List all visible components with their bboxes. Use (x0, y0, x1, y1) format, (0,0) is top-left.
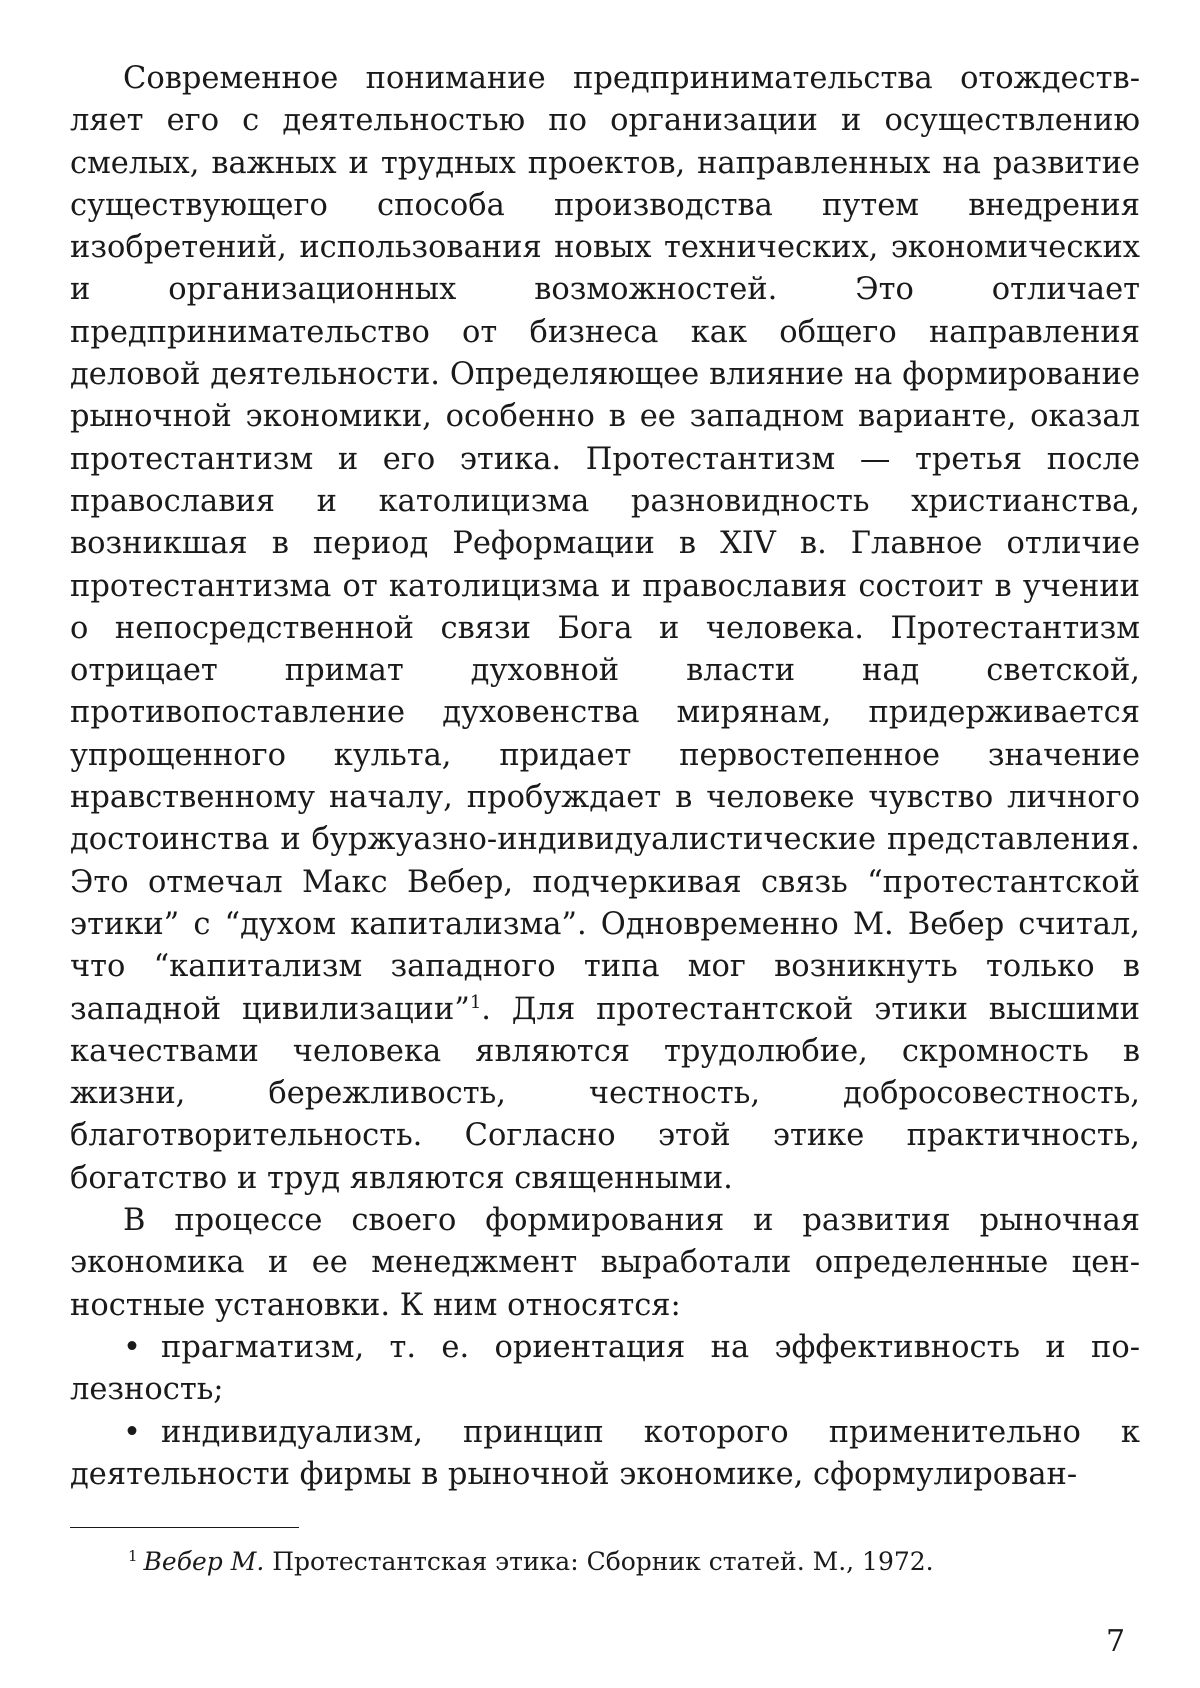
paragraph-text-continued: . Для протестантской этики высшими качествами человека являются трудолюбие, скромность в жизни, бережливость, честность, добросовестность, благотворительность. Согласно этой этике практичность, богатство и труд являются священными. (70, 991, 1141, 1196)
list-item-text: индивидуализм, принцип которого применительно к деятельности фирмы в рыночной экономике, сформулирован- (70, 1414, 1140, 1492)
paragraph-text: Современное понимание предпринимательства отождествляет его с деятельностью по организации и осуществлению смелых, важных и трудных проектов, направленных на развитие существующего способа производства путем внедрения изобретений, использования новых технических, экономических и организационных возможностей. Это отличает предпринимательство от бизнеса как общего направления деловой деятельности. Определяющее влияние на формирование рыночной экономики, особенно в ее западном варианте, оказал протестантизм и его этика. Протестантизм — третья после православия и католицизма разновидность христианства, возникшая в период Реформации в XIV в. Главное отличие протестантизма от католицизма и православия состоит в учении о непосредственной связи Бога и человека. Протестантизм отрицает примат духовной власти над светской, противопоставление духовенства мирянам, придерживается упрощенного культа, придает первостепенное значение нравственному началу, пробуждает в человеке чувство личного достоинства и буржуазно-индивидуалистические представления. Это отмечал Макс Вебер, подчеркивая связь “протестантской этики” с “духом капитализма”. Одновременно М. Вебер считал, что “капитализм западного типа мог возникнуть только в западной цивилизации” (70, 61, 1140, 1027)
footnote-number: 1 (128, 1546, 138, 1565)
paragraph-values: В процессе своего формирования и развития рыночная экономика и ее менеджмент выработали определенные ценностные установки. К ним относятся: (70, 1203, 1140, 1323)
values-list (70, 1327, 1140, 1496)
page-number: 7 (1106, 1624, 1126, 1659)
bullet-marker: • (123, 1329, 141, 1365)
footnote-divider (70, 1527, 299, 1528)
list-item-text: прагматизм, т. е. ориентация на эффективность и полезность; (70, 1329, 1140, 1408)
footnote-author: Вебер М. (143, 1547, 265, 1576)
list-item (70, 1412, 1140, 1497)
bullet-marker: • (123, 1414, 141, 1450)
footnote (128, 1546, 1138, 1578)
list-item (70, 1327, 1140, 1412)
footnote-text: Протестантская этика: Сборник статей. М., 1972. (264, 1547, 934, 1576)
footnote-reference: 1 (469, 991, 482, 1013)
main-text (70, 58, 1140, 1496)
paragraph-protestantism (70, 58, 1140, 1200)
